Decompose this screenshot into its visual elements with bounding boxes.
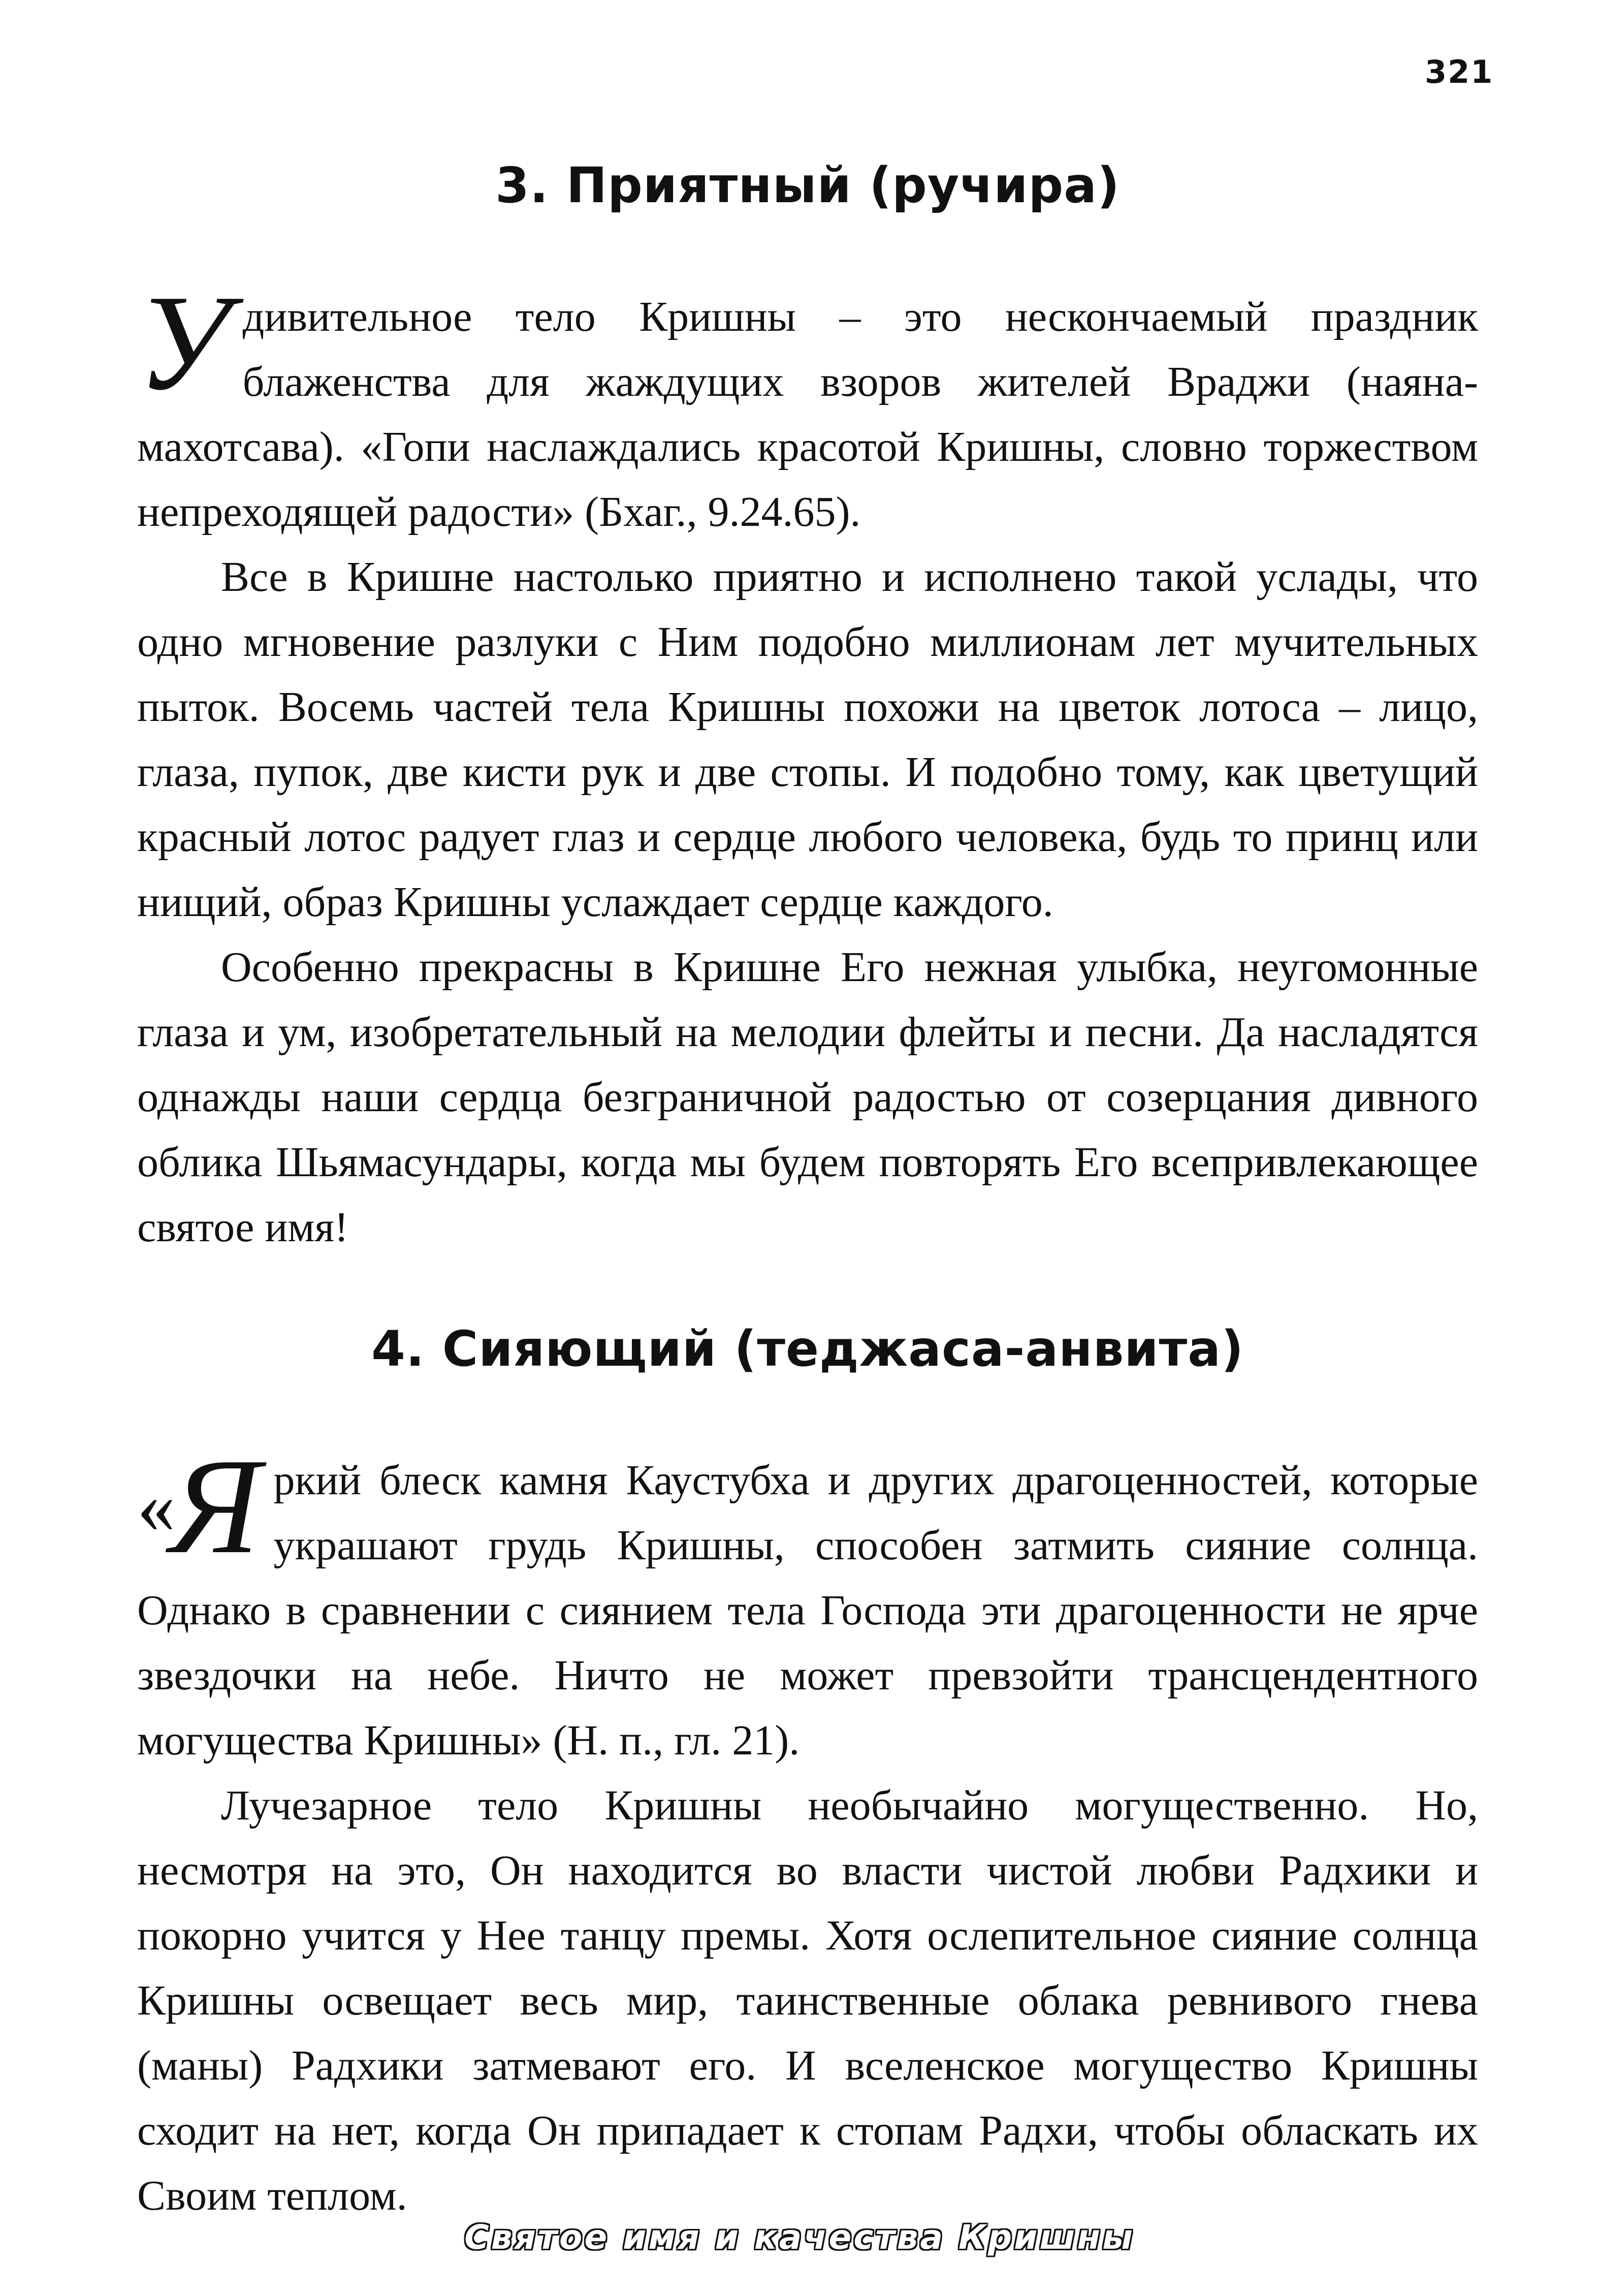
paragraph-3: Особенно прекрасны в Кришне Его нежная улыбка, неугомонные глаза и ум, изобретательный на мелодии флейты и песни. Да насладятся однажды наши сердца безграничной радостью от созерцания дивного облика Шьямасундары, когда мы будем повторять Его всепривлекающее святое имя! [137,943,1478,1251]
paragraph-text: дивительное тело Кришны – это нескончаемый праздник блаженства для жаждущих взоров жителей Враджи (наяна-махотсава). «Гопи наслаждались красотой Кришны, словно торжеством непреходящей радости» (Бхаг., 9.24.65). [137,293,1478,536]
section-radiant [137,1316,1478,2228]
paragraph-1 [137,1430,1478,1773]
paragraph-2: Лучезарное тело Кришны необычайно могущественно. Но, несмотря на это, Он находится во власти чистой любви Радхики и покорно учится у Нее танцу премы. Хотя ослепительное сияние солнца Кришны освещает весь мир, таинственные облака ревнивого гнева (маны) Радхики затмевают его. И вселенское могущество Кришны сходит на нет, когда Он припадает к стопам Радхи, чтобы обласкать их Своим теплом. [137,1782,1478,2219]
section-pleasant [137,152,1478,1260]
page-number: 321 [1425,53,1494,90]
section-title: 4. Сияющий (теджаса-анвита) [371,1320,1244,1377]
drop-cap: У [137,267,230,419]
drop-cap-letter: Я [170,1430,261,1582]
running-footer: Святое имя и качества Кришны [464,2218,1135,2257]
section-title: 3. Приятный (ручира) [495,157,1120,214]
drop-quote: « [137,1464,175,1549]
paragraph-text: ркий блеск камня Каустубха и других драгоценностей, которые украшают грудь Кришны, способен затмить сияние солнца. Однако в сравнении с сиянием тела Господа эти драгоценности не ярче звездочки на небе. Ничто не может превзойти трансцендентного могущества Кришны» (Н. п., гл. 21). [137,1457,1478,1764]
paragraph-1 [137,267,1478,545]
drop-cap [137,1430,261,1582]
paragraph-2: Все в Кришне настолько приятно и исполнено такой услады, что одно мгновение разлуки с Ним подобно миллионам лет мучительных пыток. Восемь частей тела Кришны похожи на цветок лотоса – лицо, глаза, пупок, две кисти рук и две стопы. И подобно тому, как цветущий красный лотос радует глаз и сердце любого человека, будь то принц или нищий, образ Кришны услаждает сердце каждого. [137,553,1478,926]
